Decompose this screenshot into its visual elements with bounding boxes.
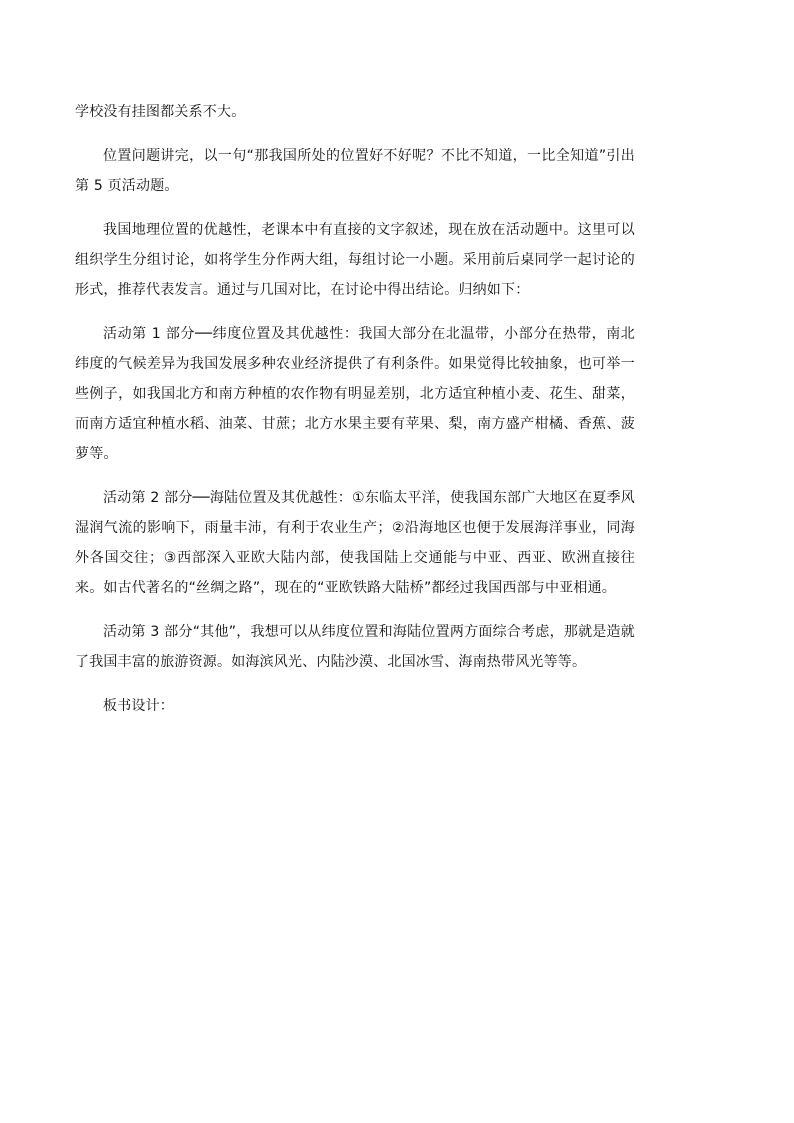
paragraph-board-design: 板书设计：: [103, 698, 174, 714]
paragraph-advantages-intro: 我国地理位置的优越性，老课本中有直接的文字叙述，现在放在活动题中。这里可以组织学生分组讨论，如将学生分作两大组，每组讨论一小题。采用前后桌同学一起讨论的形式，推荐代表发言。通过与几国对比，在讨论中得出结论。归纳如下：: [75, 222, 635, 298]
paragraph-continuation: 学校没有挂图都关系不大。: [75, 104, 246, 120]
document-body: [75, 97, 635, 735]
paragraph-activity-part-1: 活动第 1 部分──纬度位置及其优越性：我国大部分在北温带，小部分在热带，南北纬度的气候差异为我国发展多种农业经济提供了有利条件。如果觉得比较抽象，也可举一些例子，如我国北方和南方种植的农作物有明显差别，北方适宜种植小麦、花生、甜菜，而南方适宜种植水稻、油菜、甘蔗；北方水果主要有苹果、梨，南方盛产柑橘、香蕉、菠萝等。: [75, 326, 635, 462]
paragraph-activity-part-2: 活动第 2 部分──海陆位置及其优越性：①东临太平洋，使我国东部广大地区在夏季风湿润气流的影响下，雨量丰沛，有利于农业生产；②沿海地区也便于发展海洋事业，同海外各国交往；③西部深入亚欧大陆内部，使我国陆上交通能与中亚、西亚、欧洲直接往来。如古代著名的“丝绸之路”，现在的“亚欧铁路大陆桥”都经过我国西部与中亚相通。: [75, 490, 635, 596]
paragraph-position-summary: 位置问题讲完，以一句“那我国所处的位置好不好呢？不比不知道，一比全知道”引出第 5 页活动题。: [75, 148, 635, 194]
paragraph-activity-part-3: 活动第 3 部分“其他”，我想可以从纬度位置和海陆位置两方面综合考虑，那就是造就了我国丰富的旅游资源。如海滨风光、内陆沙漠、北国冰雪、海南热带风光等等。: [75, 624, 635, 670]
